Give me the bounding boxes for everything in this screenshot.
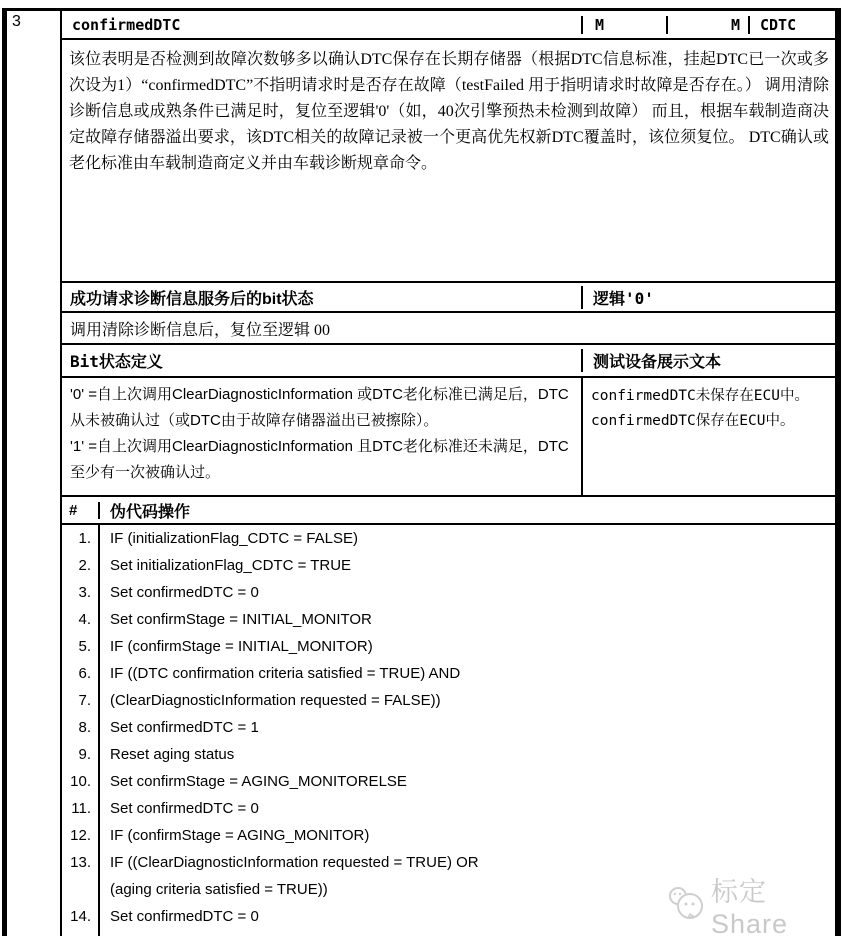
watermark-text: 标定Share [711,877,789,936]
bit-definition-0: '0' =自上次调用ClearDiagnosticInformation 或DTC老化标准已满足后，DTC从未被确认过（或DTC由于故障存储器溢出已被擦除）。 [70,386,569,429]
pseudocode-row-number: 12. [62,822,100,849]
abbreviation-cell: CDTC [760,15,797,34]
pseudocode-row-text: IF (initializationFlag_CDTC = FALSE) [110,530,358,547]
header-row [62,11,835,40]
support-cell-2: M [668,16,750,34]
pseudocode-row-text: (aging criteria satisfied = TRUE)) [110,881,328,898]
pseudocode-row [62,768,835,795]
bit-definition-header: Bit状态定义 [62,349,583,372]
bit-status-label: 成功请求诊断信息服务后的bit状态 [62,286,583,309]
definition-row [62,378,835,497]
pseudocode-row-text: IF ((DTC confirmation criteria satisfied = TRUE) AND [110,665,461,682]
pseudocode-row [62,633,835,660]
pseudocode-row-text: (ClearDiagnosticInformation requested = FALSE)) [110,692,441,709]
pseudocode-row-number: 4. [62,606,100,633]
pseudocode-row-number [62,876,100,903]
device-text-line1: confirmedDTC未保存在ECU中。 [591,388,809,404]
watermark [666,870,844,936]
pseudocode-row-text: IF ((ClearDiagnosticInformation requested = TRUE) OR [110,854,479,871]
pseudocode-row [62,822,835,849]
pseudocode-header-row [62,497,835,525]
outer-border-right [835,8,841,936]
reset-note: 调用清除诊断信息后，复位至逻辑 00 [70,321,331,339]
device-text-line2: confirmedDTC保存在ECU中。 [591,413,795,429]
pseudocode-row-number: 6. [62,660,100,687]
device-text-header: 测试设备展示文本 [593,354,722,371]
device-text-cell [583,378,835,495]
pseudocode-row [62,525,835,552]
bit-definition-1: '1' =自上次调用ClearDiagnosticInformation 且DTC老化标准还未满足，DTC至少有一次被确认过。 [70,438,569,481]
pseudocode-row-text: Set confirmStage = INITIAL_MONITOR [110,611,372,628]
bit-status-row [62,283,835,313]
description-row [62,40,835,283]
pseudocode-row-text: Set initializationFlag_CDTC = TRUE [110,557,352,574]
bit-definition-cell [62,378,583,495]
table-row-index: 3 [12,13,21,30]
pseudocode-row-number: 5. [62,633,100,660]
pseudocode-row [62,687,835,714]
chat-bubbles-logo-icon [666,885,706,926]
pseudocode-row-number: 1. [62,525,100,552]
pseudocode-row-number: 10. [62,768,100,795]
pseudocode-index-header: # [62,502,100,519]
pseudocode-row [62,660,835,687]
outer-border-left [2,8,7,936]
pseudocode-row-text: Set confirmedDTC = 0 [110,584,259,601]
pseudocode-row-text: Set confirmStage = AGING_MONITORELSE [110,773,407,790]
pseudocode-row [62,714,835,741]
pseudocode-row-text: Set confirmedDTC = 1 [110,719,259,736]
pseudocode-row-number: 2. [62,552,100,579]
bit-status-value: 逻辑'0' [593,288,654,308]
pseudocode-row-text: IF (confirmStage = AGING_MONITOR) [110,827,370,844]
pseudocode-row-text: Set confirmedDTC = 0 [110,908,259,925]
pseudocode-row [62,741,835,768]
pseudocode-row-number: 7. [62,687,100,714]
pseudocode-filler-number [62,930,100,936]
pseudocode-row [62,795,835,822]
pseudocode-row-text: Reset aging status [110,746,235,763]
pseudocode-row [62,606,835,633]
pseudocode-row-number: 11. [62,795,100,822]
pseudocode-row [62,552,835,579]
bit-description: 该位表明是否检测到故障次数够多以确认DTC保存在长期存储器（根据DTC信息标准，挂起DTC已一次或多次设为1）“confirmedDTC”不指明请求时是否存在故障（testFailed 用于指明请求时故障是否存在。） 调用清除诊断信息或成熟条件已满足时，复位至逻辑'0'（如，40次引擎预热未检测到故障） 而且，根据车载制造商决定故障存储器溢出要求，该DTC相关的故障记录被一个更高优先权新DTC覆盖时，该位须复位。 DTC确认或老化标准由车载制造商定义并由车载诊断规章命令。 [69,51,829,172]
definition-header-row [62,345,835,378]
pseudocode-row-number: 13. [62,849,100,876]
pseudocode-row-number: 14. [62,903,100,930]
reset-note-row [62,313,835,345]
pseudocode-title: 伪代码操作 [110,503,191,521]
pseudocode-row-number: 3. [62,579,100,606]
bit-name-cell: confirmedDTC [62,16,583,34]
support-cell-1: M [583,16,668,34]
pseudocode-row-number: 9. [62,741,100,768]
dtc-status-table [62,11,835,936]
pseudocode-row-text: Set confirmedDTC = 0 [110,800,259,817]
pseudocode-row-text: IF (confirmStage = INITIAL_MONITOR) [110,638,373,655]
pseudocode-row-number: 8. [62,714,100,741]
pseudocode-row [62,579,835,606]
